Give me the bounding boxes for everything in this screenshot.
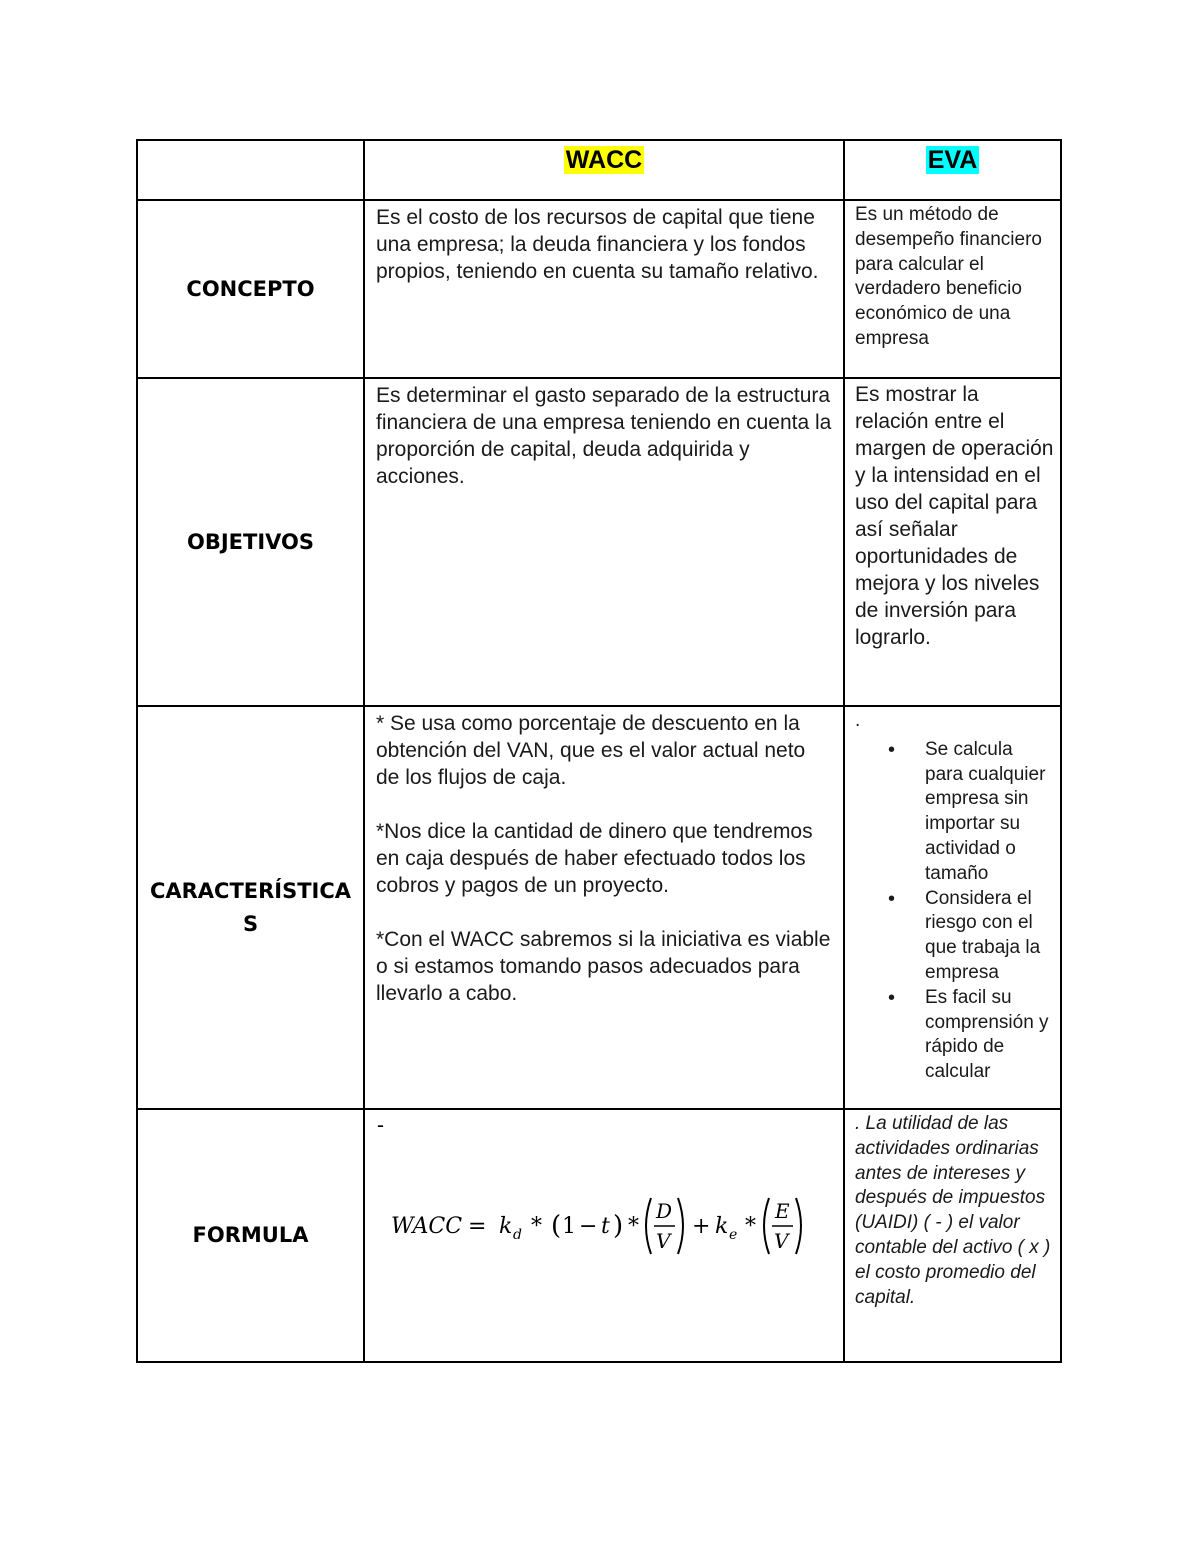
formula-row (137, 1109, 1061, 1362)
formula-V-1: V (656, 1229, 671, 1253)
formula-V-2: V (774, 1229, 789, 1253)
formula-ke-sub: e (729, 1227, 738, 1243)
formula-close-paren: ) (613, 1211, 624, 1241)
comparison-table (136, 139, 1062, 1363)
formula-star-1: * (531, 1214, 542, 1239)
header-eva-cell (844, 140, 1061, 200)
formula-lhs: WACC (391, 1214, 463, 1239)
caracteristicas-eva-cell (844, 706, 1061, 1109)
formula-wacc-cell (364, 1109, 844, 1362)
formula-D: D (656, 1199, 673, 1223)
formula-label: FORMULA (137, 1109, 364, 1362)
header-empty-cell (137, 140, 364, 200)
formula-plus: + (692, 1214, 711, 1239)
formula-kd: k (499, 1214, 513, 1239)
formula-paren-left-2 (764, 1198, 769, 1254)
eva-heading: EVA (927, 146, 978, 174)
objetivos-eva-text: Es mostrar la relación entre el margen de operación y la intensidad en el uso del capital para así señalar oportunidades de mejora y los niveles de inversión para lograrlo. (844, 378, 1061, 706)
formula-E: E (775, 1199, 790, 1223)
formula-kd-sub: d (513, 1227, 522, 1243)
caracteristicas-wacc-paragraph: *Nos dice la cantidad de dinero que tendremos en caja después de haber efectuado todos los cobros y pagos de un proyecto. (376, 820, 813, 897)
concepto-wacc-text: Es el costo de los recursos de capital que tiene una empresa; la deuda financiera y los fondos propios, teniendo en cuenta su tamaño relativo. (364, 200, 844, 378)
formula-minus: − (579, 1214, 598, 1239)
list-item: • Se calcula para cualquier empresa sin importar su actividad o tamaño (925, 738, 1054, 887)
caracteristicas-row (137, 706, 1061, 1109)
caracteristicas-wacc-cell (364, 706, 844, 1109)
formula-one: 1 (562, 1214, 576, 1239)
objetivos-label: OBJETIVOS (137, 378, 364, 706)
formula-equals: = (468, 1214, 487, 1239)
caracteristicas-wacc-paragraph: * Se usa como porcentaje de descuento en la obtención del VAN, que es el valor actual neto de los flujos de caja. (376, 712, 806, 789)
formula-ke: k (715, 1214, 729, 1239)
formula-open-paren: ( (551, 1211, 562, 1241)
formula-star-2: * (628, 1214, 639, 1239)
formula-dash: - (377, 1114, 384, 1137)
concepto-label: CONCEPTO (137, 200, 364, 378)
formula-t: t (601, 1214, 610, 1239)
caracteristicas-label: CARACTERÍSTICA S (137, 706, 364, 1109)
formula-eva-text: . La utilidad de las actividades ordinarias antes de intereses y después de impuestos (UAIDI) ( - ) el valor contable del activo ( x ) el costo promedio del capital. (844, 1109, 1061, 1362)
formula-paren-right-1 (678, 1198, 683, 1254)
header-row (137, 140, 1061, 200)
formula-paren-left-1 (646, 1198, 651, 1254)
caracteristicas-wacc-paragraph: *Con el WACC sabremos si la iniciativa es viable o si estamos tomando pasos adecuados para llevarlo a cabo. (376, 928, 831, 1005)
concepto-row (137, 200, 1061, 378)
list-item: • Considera el riesgo con el que trabaja la empresa (925, 887, 1054, 986)
header-wacc-cell (364, 140, 844, 200)
formula-star-3: * (745, 1214, 756, 1239)
wacc-formula (385, 1190, 825, 1260)
wacc-heading: WACC (565, 146, 643, 174)
caracteristicas-eva-list (855, 738, 1054, 1085)
list-item: • Es facil su comprensión y rápido de calcular (925, 986, 1054, 1085)
objetivos-row (137, 378, 1061, 706)
formula-paren-right-2 (796, 1198, 801, 1254)
caracteristicas-eva-lead: . (855, 710, 861, 731)
concepto-eva-text: Es un método de desempeño financiero para calcular el verdadero beneficio económico de una empresa (844, 200, 1061, 378)
objetivos-wacc-text: Es determinar el gasto separado de la estructura financiera de una empresa teniendo en cuenta la proporción de capital, deuda adquirida y acciones. (364, 378, 844, 706)
